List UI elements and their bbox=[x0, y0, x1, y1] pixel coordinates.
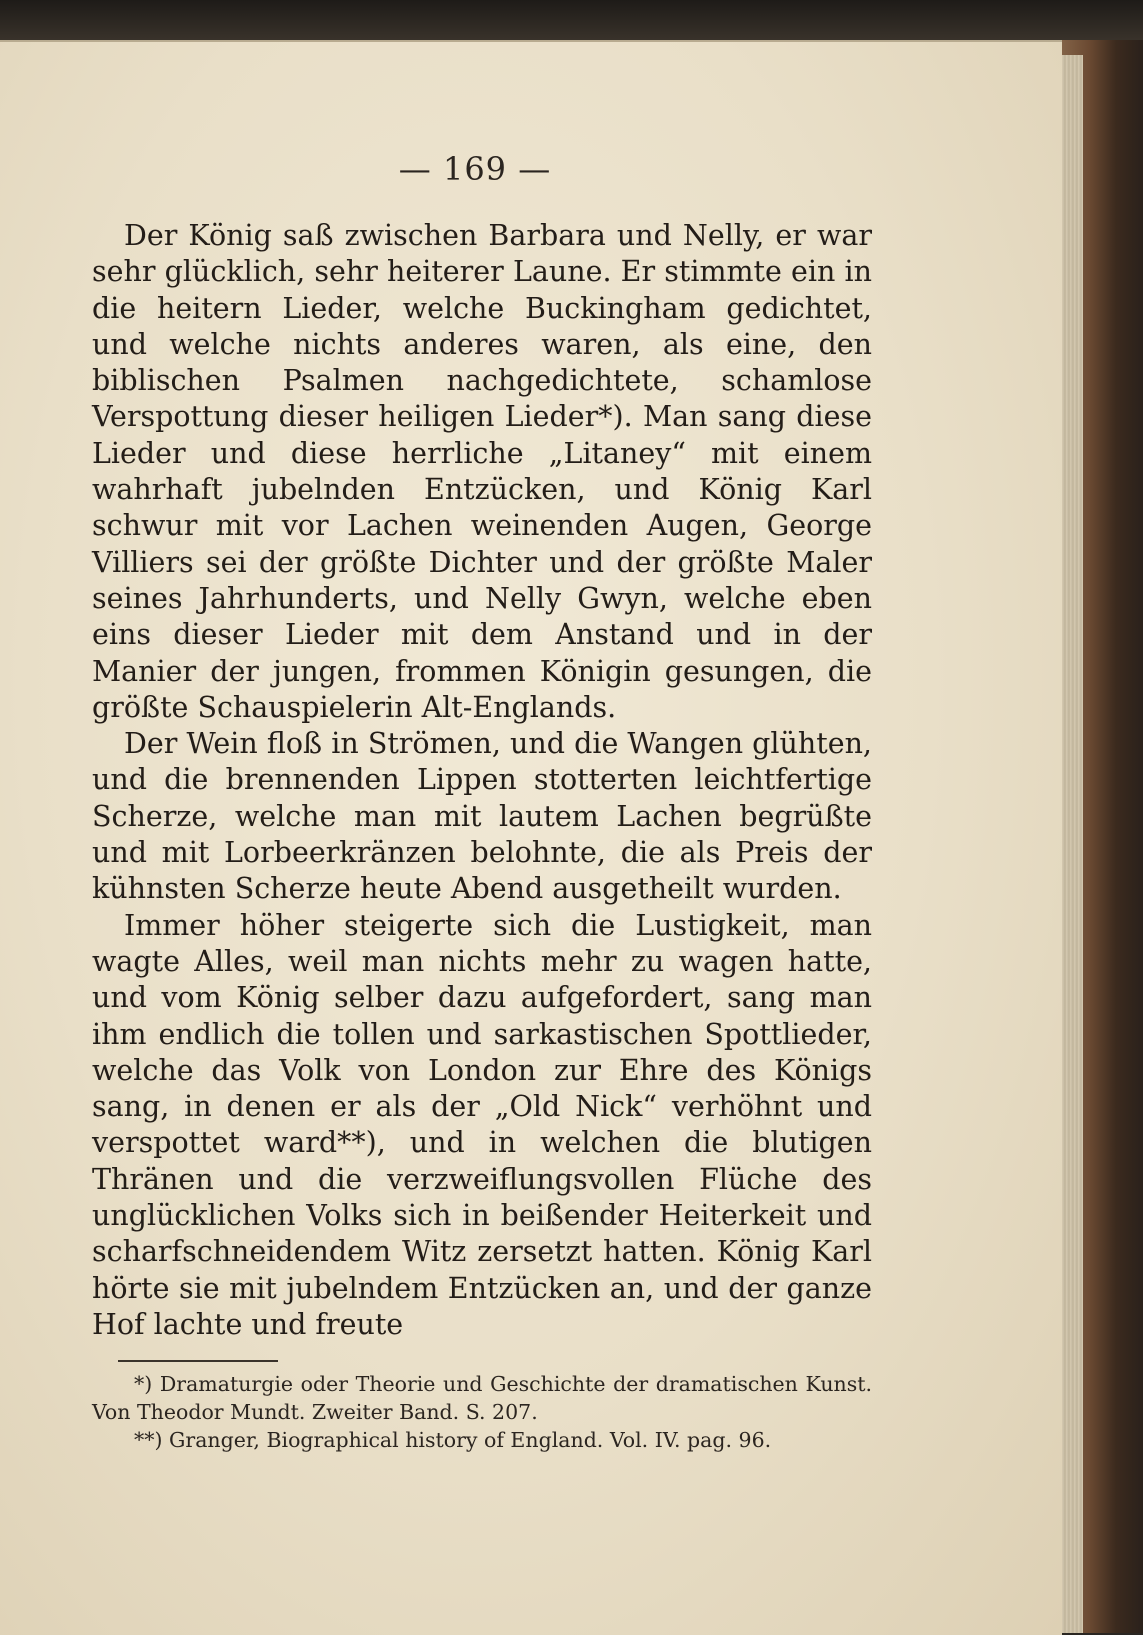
footnotes bbox=[92, 1370, 872, 1454]
footnote-divider bbox=[118, 1360, 278, 1362]
paragraph-1: Der König saß zwischen Barbara und Nelly, er war sehr glücklich, sehr heiterer Laune. Er stimmte ein in die heitern Lieder, welche Buckingham gedichtet, und welche nichts anderes waren, als eine, den biblischen Psalmen nachgedichtete, schamlose Verspottung dieser heiligen Lieder*). Man sang diese Lieder und diese herrliche „Litaney“ mit einem wahrhaft jubelnden Entzücken, und König Karl schwur mit vor Lachen weinenden Augen, George Villiers sei der größte Dichter und der größte Maler seines Jahrhunderts, und Nelly Gwyn, welche eben eins dieser Lieder mit dem Anstand und in der Manier der jungen, frommen Königin gesungen, die größte Schauspielerin Alt-Englands. bbox=[92, 219, 872, 724]
body-text bbox=[92, 218, 872, 1343]
footnote-1: *) Dramaturgie oder Theorie und Geschichte der dramatischen Kunst. Von Theodor Mundt. Zweiter Band. S. 207. bbox=[92, 1372, 872, 1424]
book-page bbox=[0, 40, 1062, 1635]
page-number: — 169 — bbox=[398, 150, 552, 188]
paragraph-2: Der Wein floß in Strömen, und die Wangen glühten, und die brennenden Lippen stotterten leichtfertige Scherze, welche man mit lautem Lachen begrüßte und mit Lorbeerkränzen belohnte, die als Preis der kühnsten Scherze heute Abend ausgetheilt wurden. bbox=[92, 727, 872, 906]
footnote-2: **) Granger, Biographical history of England. Vol. IV. pag. 96. bbox=[134, 1428, 772, 1452]
paragraph-3: Immer höher steigerte sich die Lustigkeit, man wagte Alles, weil man nichts mehr zu wagen hatte, und vom König selber dazu aufgefordert, sang man ihm endlich die tollen und sarkastischen Spottlieder, welche das Volk von London zur Ehre des Königs sang, in denen er als der „Old Nick“ verhöhnt und verspottet ward**), und in welchen die blutigen Thränen und die verzweiflungsvollen Flüche des unglücklichen Volks sich in beißender Heiterkeit und scharfschneidendem Witz zersetzt hatten. König Karl hörte sie mit jubelndem Entzücken an, und der ganze Hof lachte und freute bbox=[92, 908, 872, 1341]
